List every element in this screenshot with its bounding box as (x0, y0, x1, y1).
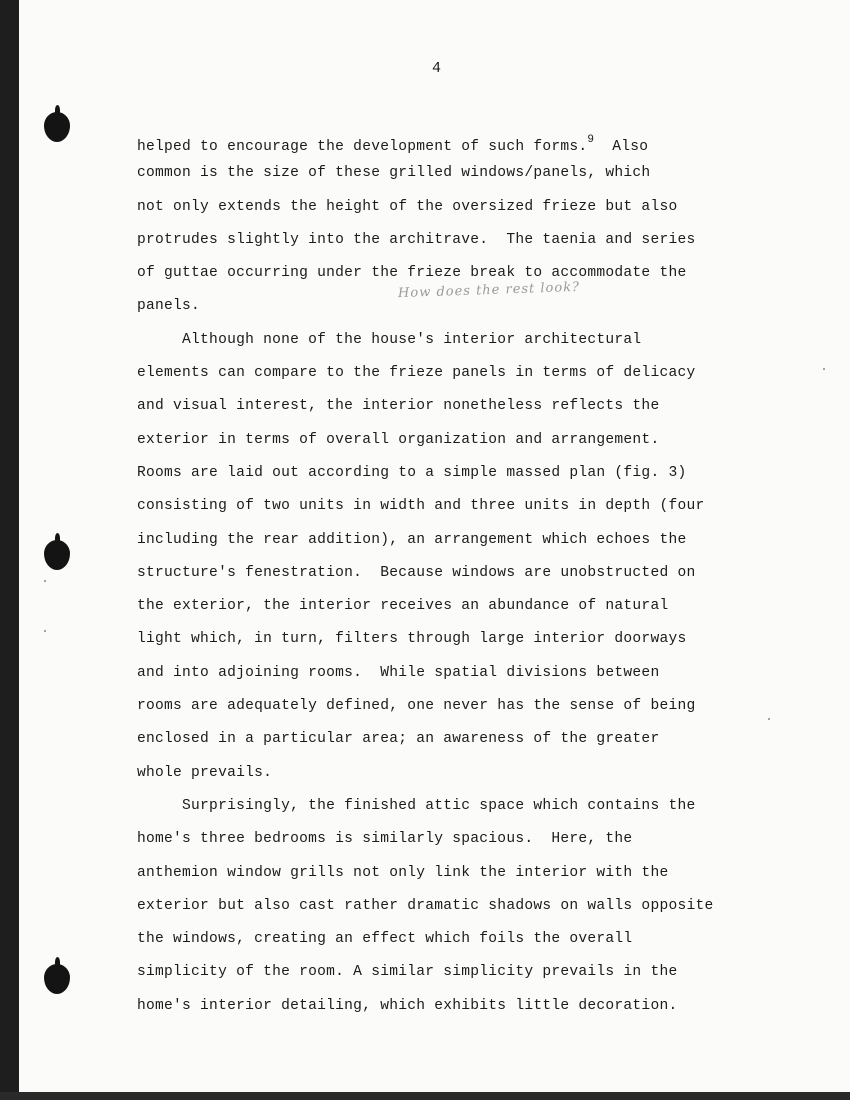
scan-speck (44, 580, 46, 582)
handwritten-annotation: How does the rest look? (397, 279, 581, 302)
text-line: whole prevails. (137, 764, 273, 781)
text-line: Although none of the house's interior architectural (137, 331, 642, 348)
text-line: not only extends the height of the oversized frieze but also (137, 198, 678, 215)
text-line-tail: Also (594, 139, 649, 155)
text-line: simplicity of the room. A similar simplicity prevails in the (137, 964, 678, 981)
scan-left-border (0, 0, 19, 1100)
text-line-content: helped to encourage the development of such forms. (137, 139, 588, 155)
text-line: the exterior, the interior receives an abundance of natural (137, 598, 669, 615)
text-line: Rooms are laid out according to a simple massed plan (fig. 3) (137, 464, 687, 481)
text-line: the windows, creating an effect which foils the overall (137, 931, 633, 948)
text-line: elements can compare to the frieze panels in terms of delicacy (137, 365, 696, 382)
body-text (137, 124, 837, 1023)
text-line: protrudes slightly into the architrave. The taenia and series (137, 231, 696, 248)
text-line: structure's fenestration. Because windows are unobstructed on (137, 564, 696, 581)
text-line: enclosed in a particular area; an awareness of the greater (137, 731, 660, 748)
text-line: rooms are adequately defined, one never has the sense of being (137, 698, 696, 715)
text-line: common is the size of these grilled windows/panels, which (137, 165, 651, 182)
text-line: anthemion window grills not only link the interior with the (137, 864, 669, 881)
text-line: exterior in terms of overall organization and arrangement. (137, 431, 660, 448)
scan-speck (44, 630, 46, 632)
scan-bottom-border (0, 1092, 850, 1100)
text-line: and into adjoining rooms. While spatial divisions between (137, 664, 660, 681)
text-line: light which, in turn, filters through large interior doorways (137, 631, 687, 648)
text-line: exterior but also cast rather dramatic shadows on walls opposite (137, 897, 714, 914)
text-line: and visual interest, the interior nonetheless reflects the (137, 398, 660, 415)
text-line: Surprisingly, the finished attic space which contains the (137, 797, 696, 814)
text-line: consisting of two units in width and three units in depth (four (137, 498, 705, 515)
text-line (137, 124, 837, 157)
text-line: of guttae occurring under the frieze break to accommodate the (137, 265, 687, 282)
text-line: including the rear addition), an arrangement which echoes the (137, 531, 687, 548)
text-line: panels. (137, 298, 201, 315)
text-line: home's three bedrooms is similarly spacious. Here, the (137, 831, 633, 848)
text-line: home's interior detailing, which exhibits little decoration. (137, 997, 678, 1014)
page-number: 4 (432, 60, 442, 77)
footnote-reference: 9 (587, 134, 595, 146)
